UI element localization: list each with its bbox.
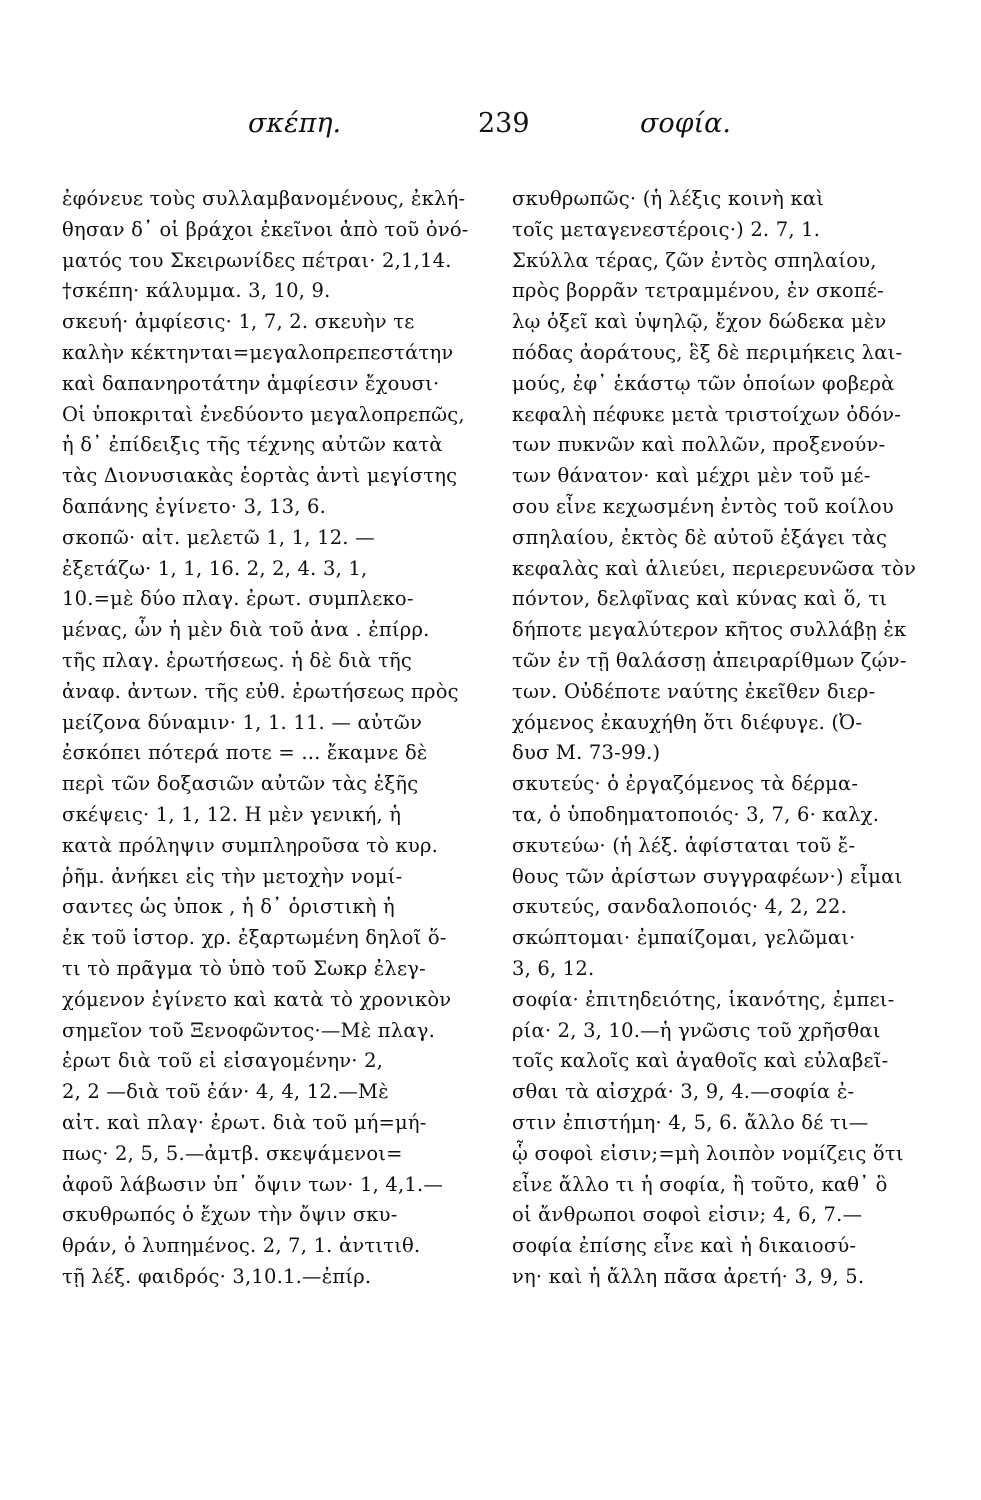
text-line: σπηλαίου, ἐκτὸς δὲ αὐτοῦ ἐξάγει τὰς [512, 525, 888, 549]
text-line: 3, 6, 12. [512, 956, 595, 980]
text-line: ρία· 2, 3, 10.—ἡ γνῶσις τοῦ χρῆσθαι [512, 1018, 881, 1042]
text-line: 2, 2 —διὰ τοῦ ἐάν· 4, 4, 12.—Μὲ [62, 1080, 389, 1104]
text-line: ἡ δ᾽ ἐπίδειξις τῆς τέχνης αὐτῶν κατὰ [62, 433, 443, 457]
text-line: δαπάνης ἐγίνετο· 3, 13, 6. [62, 494, 327, 518]
text-line: ἐκ τοῦ ἱστορ. χρ. ἐξαρτωμένη δηλοῖ ὅ- [62, 926, 447, 950]
text-line: σκοπῶ· αἰτ. μελετῶ 1, 1, 12. — [62, 525, 375, 549]
text-line: τῶν ἐν τῇ θαλάσσῃ ἀπειραρίθμων ζῴν- [512, 648, 907, 672]
text-line: κατὰ πρόληψιν συμπληροῦσα τὸ κυρ. [62, 833, 439, 857]
text-line: πόντον, δελφῖνας καὶ κύνας καὶ ὅ, τι [512, 587, 888, 611]
text-line: κεφαλὰς καὶ ἁλιεύει, περιερευνῶσα τὸν [512, 556, 916, 580]
text-line: ματός του Σκειρωνίδες πέτραι· 2,1,14. [62, 248, 452, 272]
text-line: λῳ ὀξεῖ καὶ ὑψηλῷ, ἔχον δώδεκα μὲν [512, 310, 887, 334]
text-line: των. Οὐδέποτε ναύτης ἐκεῖθεν διερ- [512, 679, 876, 703]
text-line: Σκύλλα τέρας, ζῶν ἐντὸς σπηλαίου, [512, 248, 877, 272]
text-line: κεφαλὴ πέφυκε μετὰ τριστοίχων ὀδόν- [512, 402, 902, 426]
text-line: σθαι τὰ αἰσχρά· 3, 9, 4.—σοφία ἐ- [512, 1080, 855, 1104]
text-line: ἀναφ. ἀντων. τῆς εὐθ. ἐρωτήσεως πρὸς [62, 679, 459, 703]
text-line: καλὴν κέκτηνται=μεγαλοπρεπεστάτην [62, 340, 454, 364]
text-line: μούς, ἐφ᾽ ἑκάστῳ τῶν ὁποίων φοβερὰ [512, 371, 895, 395]
text-line: θους τῶν ἀρίστων συγγραφέων·) εἶμαι [512, 864, 903, 888]
text-line: εἶνε ἄλλο τι ἡ σοφία, ἢ τοῦτο, καθ᾽ ὃ [512, 1172, 888, 1196]
text-line: σου εἶνε κεχωσμένη ἐντὸς τοῦ κοίλου [512, 494, 894, 518]
text-line: ᾧ σοφοὶ εἰσιν;=μὴ λοιπὸν νομίζεις ὅτι [512, 1141, 904, 1165]
text-line: 10.=μὲ δύο πλαγ. ἐρωτ. συμπλεκο- [62, 587, 414, 611]
left-column [62, 184, 492, 1293]
text-line: σοφία ἐπίσης εἶνε καὶ ἡ δικαιοσύ- [512, 1234, 857, 1258]
text-line: σκέψεις· 1, 1, 12. Η μὲν γενική, ἡ [62, 802, 402, 826]
text-line: τι τὸ πρᾶγμα τὸ ὑπὸ τοῦ Σωκρ ἐλεγ- [62, 956, 426, 980]
text-line: ἀφοῦ λάβωσιν ὑπ᾽ ὄψιν των· 1, 4,1.— [62, 1172, 444, 1196]
text-line: Οἱ ὑποκριταὶ ἐνεδύοντο μεγαλοπρεπῶς, [62, 402, 465, 426]
text-line: ἐφόνευε τοὺς συλλαμβανομένους, ἐκλή- [62, 187, 466, 210]
text-line: μένας, ὧν ἡ μὲν διὰ τοῦ ἀνα . ἐπίρρ. [62, 618, 430, 642]
text-line: ἐσκόπει πότερά ποτε = ... ἔκαμνε δὲ [62, 741, 428, 765]
text-line: καὶ δαπανηροτάτην ἀμφίεσιν ἔχουσι· [62, 371, 440, 395]
text-line: σκυθρωπῶς· (ἡ λέξις κοινὴ καὶ [512, 187, 825, 210]
text-line: ἐρωτ διὰ τοῦ εἰ εἰσαγομένην· 2, [62, 1049, 384, 1073]
text-line: περὶ τῶν δοξασιῶν αὐτῶν τὰς ἑξῆς [62, 772, 419, 796]
text-line: χόμενος ἐκαυχήθη ὅτι διέφυγε. (Ὀ- [512, 710, 863, 734]
text-line: θησαν δ᾽ οἱ βράχοι ἐκεῖνοι ἀπὸ τοῦ ὀνό- [62, 217, 469, 241]
text-line: τοῖς μεταγενεστέροις·) 2. 7, 1. [512, 217, 821, 241]
text-line: τοῖς καλοῖς καὶ ἀγαθοῖς καὶ εὐλαβεῖ- [512, 1049, 889, 1073]
text-line: στιν ἐπιστήμη· 4, 5, 6. ἄλλο δέ τι— [512, 1110, 869, 1134]
text-line: τα, ὁ ὑποδηματοποιός· 3, 7, 6· καλχ. [512, 802, 880, 826]
text-line: τῇ λέξ. φαιδρός· 3,10.1.—ἐπίρ. [62, 1264, 372, 1288]
text-line: σκυτεύς, σανδαλοποιός· 4, 2, 22. [512, 895, 848, 919]
text-line: σαντες ὡς ὑποκ , ἡ δ᾽ ὁριστικὴ ἡ [62, 895, 395, 919]
text-line: δήποτε μεγαλύτερον κῆτος συλλάβῃ ἐκ [512, 618, 907, 642]
text-line: θράν, ὁ λυπημένος. 2, 7, 1. ἀντιτιθ. [62, 1234, 421, 1258]
text-line: αἰτ. καὶ πλαγ· ἐρωτ. διὰ τοῦ μή=μή- [62, 1110, 427, 1134]
text-line: σκώπτομαι· ἐμπαίζομαι, γελῶμαι· [512, 926, 856, 950]
text-line: δυσ Μ. 73-99.) [512, 741, 661, 765]
text-line: οἱ ἄνθρωποι σοφοὶ εἰσιν; 4, 6, 7.— [512, 1203, 863, 1227]
text-line: των θάνατον· καὶ μέχρι μὲν τοῦ μέ- [512, 464, 871, 488]
page-header [0, 108, 981, 148]
text-line: σημεῖον τοῦ Ξενοφῶντος·—Μὲ πλαγ. [62, 1018, 435, 1042]
text-line: σκυτεύω· (ἡ λέξ. ἀφίσταται τοῦ ἔ- [512, 833, 856, 857]
text-line: ἐξετάζω· 1, 1, 16. 2, 2, 4. 3, 1, [62, 556, 368, 580]
text-line: τῆς πλαγ. ἐρωτήσεως. ἡ δὲ διὰ τῆς [62, 648, 412, 672]
text-line: σκυθρωπός ὁ ἔχων τὴν ὄψιν σκυ- [62, 1203, 398, 1227]
text-line: νη· καὶ ἡ ἄλλη πᾶσα ἀρετή· 3, 9, 5. [512, 1264, 865, 1288]
page-number: 239 [478, 108, 530, 139]
text-line: μείζονα δύναμιν· 1, 1. 11. — αὐτῶν [62, 710, 423, 734]
text-line: των πυκνῶν καὶ πολλῶν, προξενούν- [512, 433, 886, 457]
right-column [512, 184, 940, 1293]
text-line: χόμενον ἐγίνετο καὶ κατὰ τὸ χρονικὸν [62, 987, 452, 1011]
text-line: πόδας ἀοράτους, ἓξ δὲ περιμήκεις λαι- [512, 340, 903, 364]
text-line: πρὸς βορρᾶν τετραμμένου, ἐν σκοπέ- [512, 279, 884, 303]
text-line: τὰς Διονυσιακὰς ἑορτὰς ἀντὶ μεγίστης [62, 464, 458, 488]
header-left-word: σκέπη. [248, 108, 342, 139]
text-line: σοφία· ἐπιτηδειότης, ἱκανότης, ἐμπει- [512, 987, 895, 1011]
text-line: ῥῆμ. ἀνήκει εἰς τὴν μετοχὴν νομί- [62, 864, 403, 888]
text-line: σκευή· ἀμφίεσις· 1, 7, 2. σκευὴν τε [62, 310, 415, 334]
text-line: σκυτεύς· ὁ ἐργαζόμενος τὰ δέρμα- [512, 772, 859, 796]
text-line: †σκέπη· κάλυμμα. 3, 10, 9. [62, 279, 331, 303]
header-right-word: σοφία. [640, 108, 731, 139]
text-line: πως· 2, 5, 5.—ἀμτβ. σκεψάμενοι= [62, 1141, 403, 1165]
